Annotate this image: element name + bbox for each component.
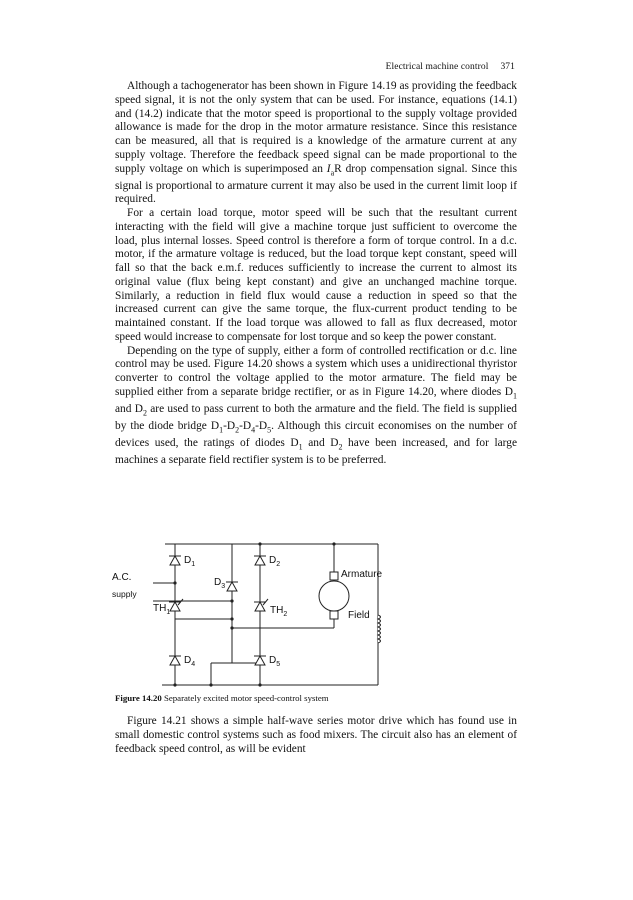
header-title: Electrical machine control — [385, 62, 489, 72]
paragraph-4: Figure 14.21 shows a simple half-wave series motor drive which has found use in small domestic control systems such as food mixers. The circuit also has an element of feedback speed control, as will be evident — [115, 715, 517, 755]
thyristor-th2-label: $TH_2$ — [270, 605, 288, 618]
figure-caption — [115, 693, 329, 703]
diode-d4-label: $D_4$ — [184, 655, 196, 668]
diode-d4-symbol — [169, 656, 181, 665]
circuit-diagram — [112, 535, 392, 695]
field-winding-symbol — [378, 615, 381, 643]
figure-caption-text: Separately excited motor speed-control system — [163, 693, 329, 703]
running-header — [386, 62, 515, 72]
thyristor-th2-symbol — [254, 599, 268, 611]
diode-d2-label: $D_2$ — [269, 555, 281, 568]
diode-d1-label: $D_1$ — [184, 555, 196, 568]
field-label: Field — [348, 610, 370, 621]
diode-d1-symbol — [169, 556, 181, 565]
page-number: 371 — [500, 62, 515, 72]
diode-d5-symbol — [254, 656, 266, 665]
paragraph-2: For a certain load torque, motor speed will be such that the resultant current interacting with the field will give a machine torque just sufficient to overcome the load, plus internal losses. Speed control is therefore a form of torque control. In a d.c. motor, if the armature voltage is reduced, but the load torque kept constant, speed will fall so that the back e.m.f. reduces sufficiently to increase the current to almost its original value (flux being kept constant) and give an unchanged machine torque. Similarly, a reduction in field flux would cause a reduction in speed so that the increased current can give the same torque, the flux-current product tending to be maintained constant. If the load torque was allowed to fall as flux decreased, motor speed would increase to compensate for lost torque and so keep the power constant. — [115, 207, 517, 343]
paragraph-1: Although a tachogenerator has been shown in Figure 14.19 as providing the feedback speed signal, it is not the only system that can be used. For instance, equations (14.1) and (14.2) indicate that the motor speed is proportional to the supply voltage provided allowance is made for the drop in the motor armature resistance. Since this resistance can be measured, all that is required is a knowledge of the armature current at any supply voltage. Therefore the feedback speed signal can be made proportional to the supply voltage on which is superimposed an $I_aR$ drop compensation signal. Since this signal is proportional to armature current it may also be used in the current limit loop if required. — [115, 80, 517, 206]
ac-label: A.C. — [112, 572, 132, 583]
diode-d3-symbol — [226, 582, 238, 591]
armature-label: Armature — [341, 569, 383, 580]
paragraph-3: Depending on the type of supply, either a form of controlled rectification or d.c. line control may be used. Figure 14.20 shows a system which uses a unidirectional thyristor converter to control the voltage applied to the motor armature. The field may be supplied either from a separate bridge rectifier, or as in Figure 14.20, where diodes $D_1$ and $D_2$ are used to pass current to both the armature and the field. The field is supplied by the diode bridge $D_1-D_2-D_4-D_5$. Although this circuit economises on the number of devices used, the ratings of diodes $D_1$ and $D_2$ have been increased, and for large machines a separate field rectifier system is to be preferred. — [115, 344, 518, 466]
supply-label: supply — [112, 589, 137, 599]
figure-number: Figure 14.20 — [115, 693, 162, 703]
diode-d3-label: $D_3$ — [214, 577, 226, 590]
body-text-continued — [115, 715, 517, 756]
diode-d2-symbol — [254, 556, 266, 565]
body-text — [115, 80, 517, 468]
diode-d5-label: $D_5$ — [269, 655, 281, 668]
thyristor-th1-label: $TH_1$ — [153, 603, 171, 616]
